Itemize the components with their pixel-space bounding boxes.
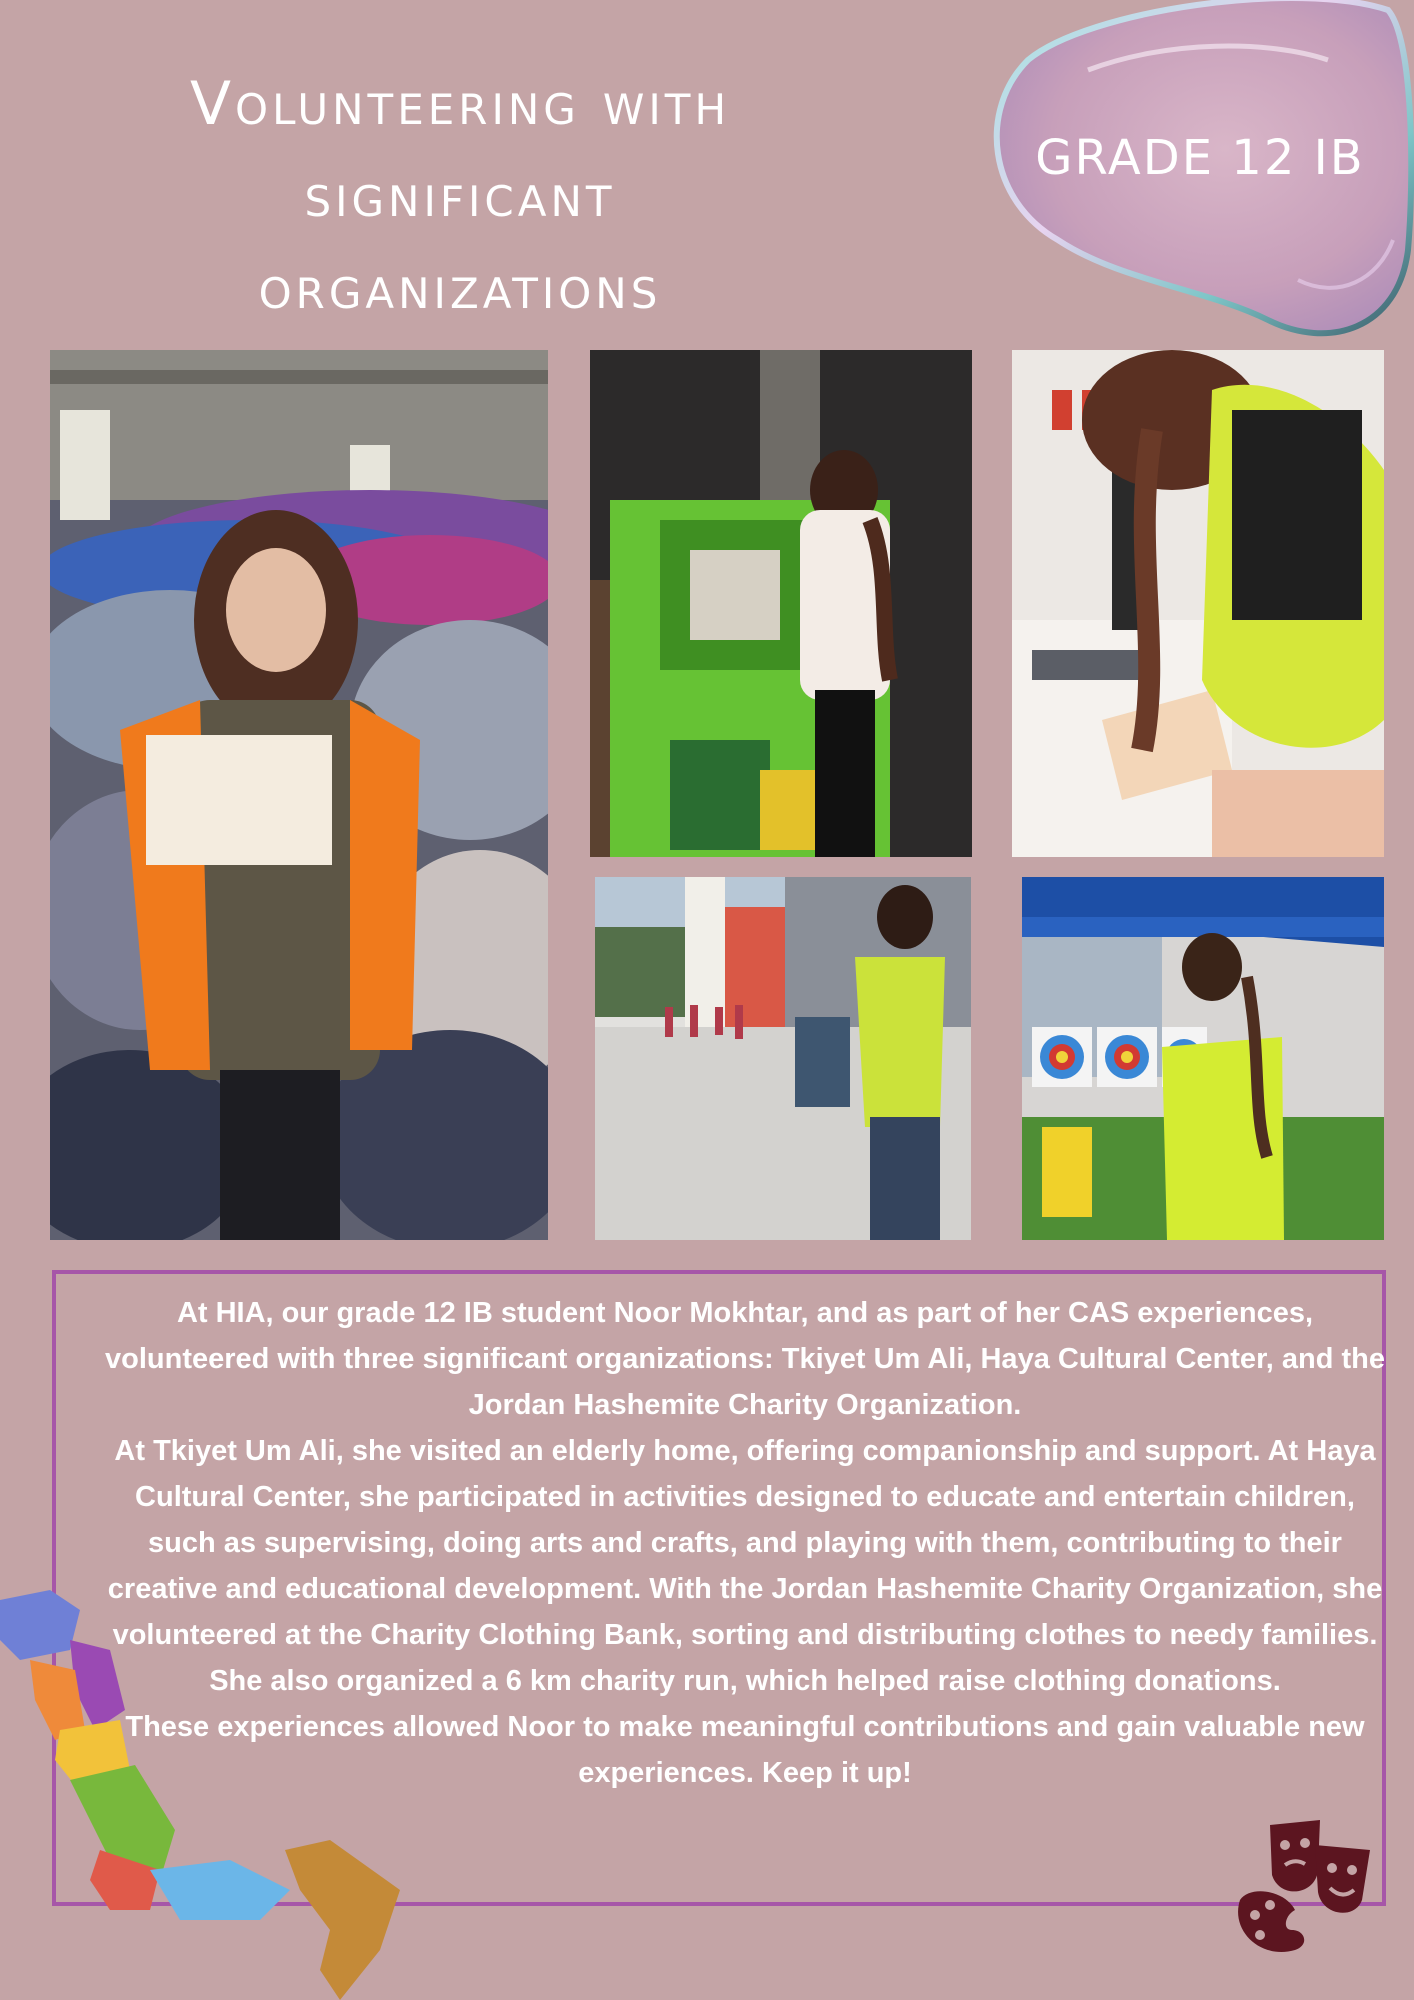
photo-archery-activity	[1022, 877, 1384, 1240]
paragraph-activities: At Tkiyet Um Ali, she visited an elderly home, offering companionship and support. At Haya Cultural Center, she participated in activities designed to educate and entertain children, such as supervising, doing arts and crafts, and playing with them, contributing to their creative and educational development. With the Jordan Hashemite Charity Organization, she volunteered at the Charity Clothing Bank, sorting and distributing clothes to needy families. She also organized a 6 km charity run, which helped raise clothing donations.	[107, 1435, 1383, 1697]
paragraph-intro: At HIA, our grade 12 IB student Noor Mokhtar, and as part of her CAS experiences, volunteered with three significant organizations: Tkiyet Um Ali, Haya Cultural Center, and the Jordan Hashemite Charity Organization.	[105, 1297, 1385, 1421]
title-line-3: organizations	[258, 253, 662, 323]
paragraph-closing: These experiences allowed Noor to make meaningful contributions and gain valuable new experiences. Keep it up!	[125, 1711, 1365, 1789]
photo-donation-bin	[590, 350, 972, 857]
theatre-masks-palette-icon	[1230, 1820, 1380, 1960]
grade-badge: GRADE 12 IB	[1035, 130, 1365, 186]
photo-supervising-children	[595, 877, 971, 1240]
photo-arts-and-crafts	[1012, 350, 1384, 857]
photo-clothing-bank	[50, 350, 548, 1240]
jordan-map-icon	[0, 1590, 420, 2000]
title-line-2: significant	[304, 161, 616, 231]
title-line-1: Volunteering with	[189, 69, 731, 139]
page-title	[40, 58, 880, 334]
